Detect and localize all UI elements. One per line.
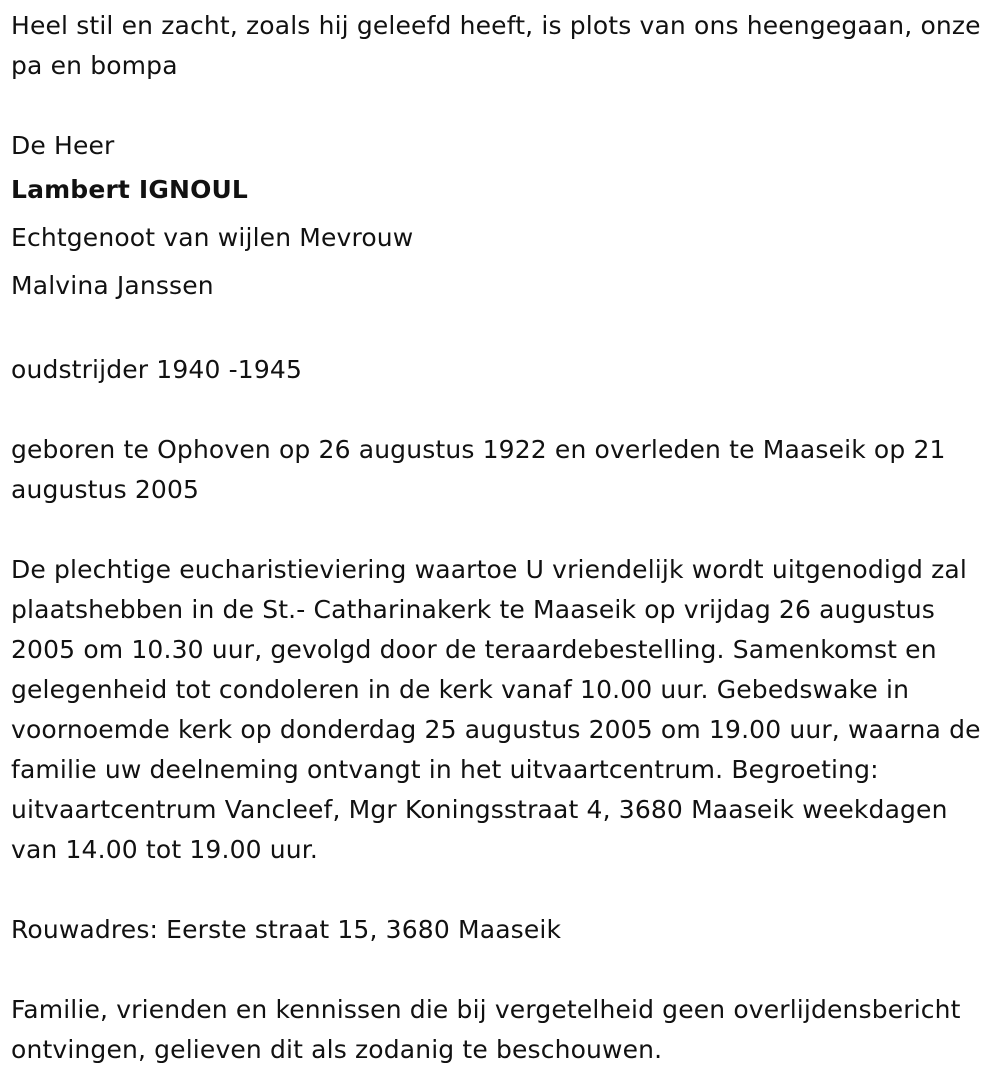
spouse-line-2: Malvina Janssen: [11, 271, 214, 300]
spacer: [11, 950, 991, 990]
deceased-name: Lambert IGNOUL: [11, 175, 249, 204]
mourning-address: Rouwadres: Eerste straat 15, 3680 Maaseik: [11, 915, 562, 944]
birth-death-text: geboren te Ophoven op 26 augustus 1922 en overleden te Maaseik op 21 augustus 2005: [11, 435, 946, 504]
honorific: De Heer: [11, 131, 115, 160]
spacer: [11, 310, 991, 350]
ceremony-text: De plechtige eucharistieviering waartoe U vriendelijk wordt uitgenodigd zal plaatshebben in de St.- Catharinakerk te Maaseik op vrijdag 26 augustus 2005 om 10.30 uur, gevolgd door de teraardebestelling. Samenkomst en gelegenheid tot condoleren in de kerk vanaf 10.00 uur. Gebedswake in voornoemde kerk op donderdag 25 augustus 2005 om 19.00 uur, waarna de familie uw deelneming ontvangt in het uitvaartcentrum. Begroeting: uitvaartcentrum Vancleef, Mgr Koningsstraat 4, 3680 Maaseik weekdagen van 14.00 tot 19.00 uur.: [11, 555, 981, 864]
death-notice: [11, 6, 991, 1070]
intro-text: Heel stil en zacht, zoals hij geleefd heeft, is plots van ons heengegaan, onze pa en bompa: [11, 11, 981, 80]
spacer: [11, 510, 991, 550]
closing-text: Familie, vrienden en kennissen die bij vergetelheid geen overlijdensbericht ontvingen, gelieven dit als zodanig te beschouwen.: [11, 995, 961, 1064]
spacer: [11, 390, 991, 430]
spacer: [11, 86, 991, 126]
spouse-line-1: Echtgenoot van wijlen Mevrouw: [11, 223, 414, 252]
veteran-text: oudstrijder 1940 -1945: [11, 355, 302, 384]
spacer: [11, 870, 991, 910]
